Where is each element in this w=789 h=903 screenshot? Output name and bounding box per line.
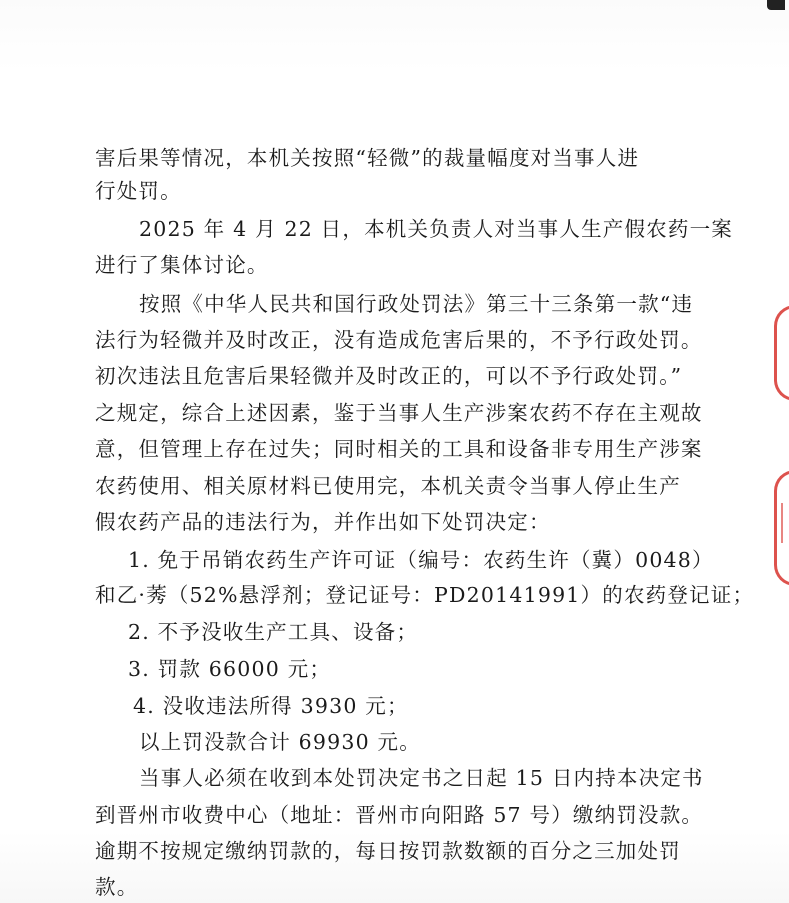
text-line: 2025 年 4 月 22 日，本机关负责人对当事人生产假农药一案 <box>139 217 733 241</box>
text-line: 法行为轻微并及时改正，没有造成危害后果的，不予行政处罚。 <box>95 328 703 352</box>
text-line: 到晋州市收费中心（地址：晋州市向阳路 57 号）缴纳罚没款。 <box>95 803 704 827</box>
red-seal-edge-top <box>774 305 789 401</box>
red-seal-edge-bottom <box>774 470 789 586</box>
text-line: 行处罚。 <box>95 179 182 203</box>
text-line: 逾期不按规定缴纳罚款的，每日按罚款数额的百分之三加处罚 <box>95 839 681 863</box>
text-line: 假农药产品的违法行为，并作出如下处罚决定： <box>95 510 551 534</box>
corner-mark <box>767 0 785 10</box>
text-line: 初次违法且危害后果轻微并及时改正的，可以不予行政处罚。” <box>95 364 683 388</box>
list-item-4: 4. 没收违法所得 3930 元； <box>133 694 409 718</box>
text-line: 和乙·莠（52%悬浮剂；登记证号：PD20141991）的农药登记证； <box>95 583 755 607</box>
text-line: 按照《中华人民共和国行政处罚法》第三十三条第一款“违 <box>139 292 694 316</box>
text-line: 之规定，综合上述因素，鉴于当事人生产涉案农药不存在主观故 <box>95 401 703 425</box>
text-line: 款。 <box>95 875 139 899</box>
total-line: 以上罚没款合计 69930 元。 <box>139 730 421 754</box>
list-item-3: 3. 罚款 66000 元； <box>128 657 332 681</box>
text-line: 害后果等情况，本机关按照“轻微”的裁量幅度对当事人进 <box>95 146 640 170</box>
list-item-2: 2. 不予没收生产工具、设备； <box>128 620 419 644</box>
text-line: 农药使用、相关原材料已使用完，本机关责令当事人停止生产 <box>95 474 681 498</box>
text-line: 当事人必须在收到本处罚决定书之日起 15 日内持本决定书 <box>139 766 704 790</box>
text-line: 进行了集体讨论。 <box>95 253 269 277</box>
text-line: 意，但管理上存在过失；同时相关的工具和设备非专用生产涉案 <box>95 437 703 461</box>
list-item-1: 1. 免于吊销农药生产许可证（编号：农药生许（冀）0048） <box>128 548 714 572</box>
